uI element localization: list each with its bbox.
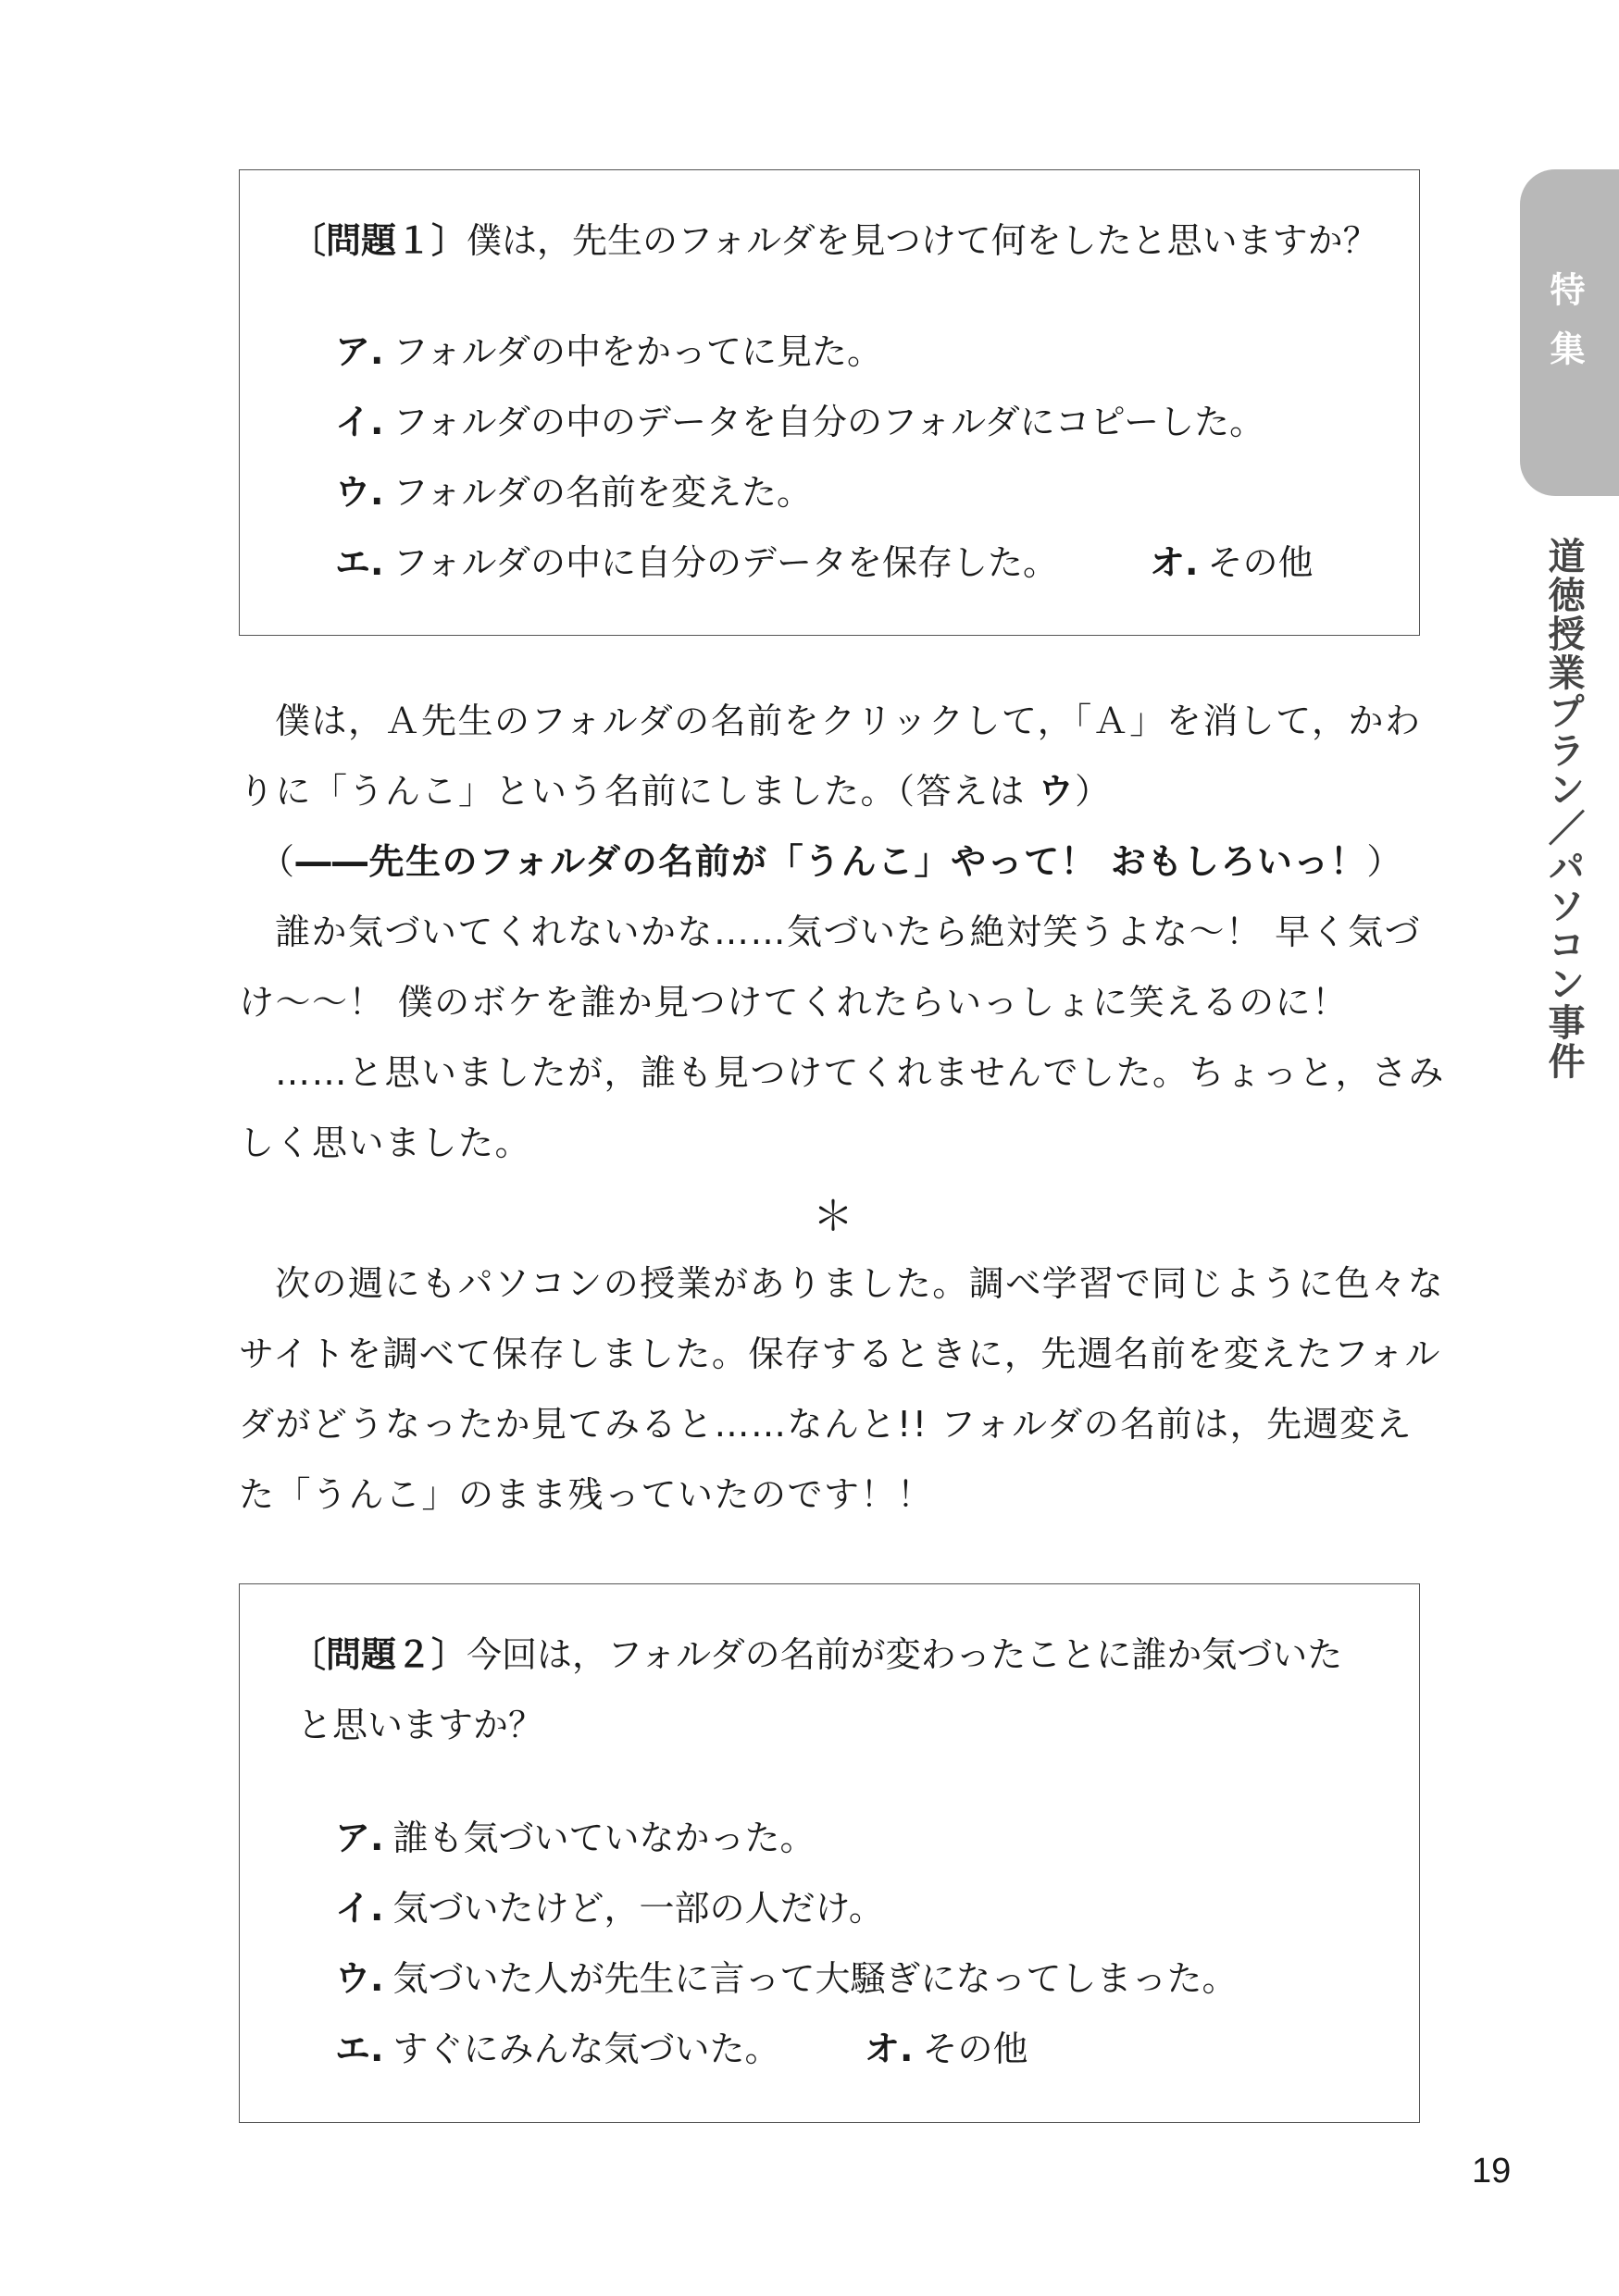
body-p1-line1: 僕は，Ａ先生のフォルダの名前をクリックして，「Ａ」を消して，かわ — [275, 701, 1422, 741]
body-p1-line2-text: りに「うんこ」という名前にしました。（答えは — [239, 771, 1039, 812]
body-p3-line1: 誰か気づいてくれないかな……気づいたら絶対笑うよな～！ 早く気づ — [275, 912, 1422, 952]
question-2-text-line1: 今回は，フォルダの名前が変わったことに誰か気づいた — [467, 1634, 1343, 1675]
body-p2-line — [259, 841, 1403, 882]
body-p5-line4: た「うんこ」のまま残っていたのです！！ — [239, 1474, 934, 1515]
choice-mark: ア. — [335, 1818, 384, 1858]
choice-mark: イ. — [335, 1888, 384, 1929]
choice-mark: オ. — [1150, 542, 1199, 583]
question-1-label: 〔問題１〕 — [291, 220, 467, 261]
choice-text: 誰も気づいていなかった。 — [392, 1818, 816, 1858]
choice-text: すぐにみんな気づいた。 — [392, 2029, 780, 2069]
page-number: 19 — [1472, 2152, 1512, 2191]
body-p2-open: （ — [259, 841, 296, 882]
choice-mark: エ. — [335, 2029, 384, 2069]
question-1-prompt — [291, 220, 1378, 261]
body-p5-line2: サイトを調べて保存しました。保存するときに，先週名前を変えたフォル — [239, 1334, 1441, 1374]
choice-text: フォルダの中に自分のデータを保存した。 — [392, 542, 1059, 583]
choice-mark: イ. — [335, 402, 384, 442]
body-p5-line3: ダがどうなったか見てみると……なんと!! フォルダの名前は，先週変え — [239, 1404, 1414, 1445]
question-2-choice-o — [865, 2029, 1028, 2069]
choice-text: その他 — [1207, 542, 1314, 583]
choice-text: 気づいた人が先生に言って大騒ぎになってしまった。 — [392, 1958, 1238, 1999]
choice-text: フォルダの中のデータを自分のフォルダにコピーした。 — [392, 402, 1265, 442]
running-title: 道徳授業プラン／パソコン事件 — [1542, 537, 1585, 1081]
choice-mark: オ. — [865, 2029, 914, 2069]
choice-mark: ウ. — [335, 1958, 384, 1999]
body-p1-line2 — [239, 771, 1112, 812]
choice-text: 気づいたけど，一部の人だけ。 — [392, 1888, 884, 1929]
question-2-choice-e — [335, 2029, 1353, 2069]
choice-mark: ア. — [335, 331, 384, 372]
question-1-choice-e — [335, 542, 1353, 583]
question-2-box — [239, 1583, 1420, 2123]
choice-mark: ウ. — [335, 472, 384, 513]
section-separator: ＊ — [813, 1193, 853, 1240]
body-p1-line2-close: ） — [1075, 771, 1112, 812]
body-p2-close: ） — [1366, 841, 1403, 882]
question-1-box — [239, 169, 1420, 636]
body-p3-line2: け～～！ 僕のボケを誰か見つけてくれたらいっしょに笑えるのに！ — [239, 982, 1349, 1023]
question-1-choice-i — [335, 404, 1264, 440]
choice-text: フォルダの名前を変えた。 — [392, 472, 813, 513]
body-p4-line2: しく思いました。 — [239, 1123, 532, 1163]
question-1-choice-a — [335, 331, 883, 372]
question-1-choice-o — [1150, 542, 1314, 583]
choice-text: フォルダの中をかってに見た。 — [392, 331, 883, 372]
body-p4-line1: ……と思いましたが，誰も見つけてくれませんでした。ちょっと，さみ — [275, 1052, 1446, 1093]
answer-label: ウ — [1038, 771, 1076, 812]
question-2-choice-a — [335, 1818, 816, 1858]
question-2-choice-u — [335, 1958, 1238, 1999]
choice-mark: エ. — [335, 542, 384, 583]
question-1-text: 僕は，先生のフォルダを見つけて何をしたと思いますか？ — [467, 220, 1378, 261]
question-2-choice-i — [335, 1888, 884, 1929]
question-2-label: 〔問題２〕 — [291, 1634, 467, 1675]
question-2-prompt — [291, 1634, 1343, 1675]
body-p5-line1: 次の週にもパソコンの授業がありました。調べ学習で同じように色々な — [275, 1263, 1445, 1304]
question-1-choice-u — [335, 472, 813, 513]
question-2-text-line2: と思いますか？ — [297, 1705, 544, 1745]
section-tab-label: 特集 — [1544, 271, 1585, 390]
choice-text: その他 — [922, 2029, 1028, 2069]
body-p2-thought: ――先生のフォルダの名前が「うんこ」やって！ おもしろいっ！ — [295, 841, 1367, 882]
